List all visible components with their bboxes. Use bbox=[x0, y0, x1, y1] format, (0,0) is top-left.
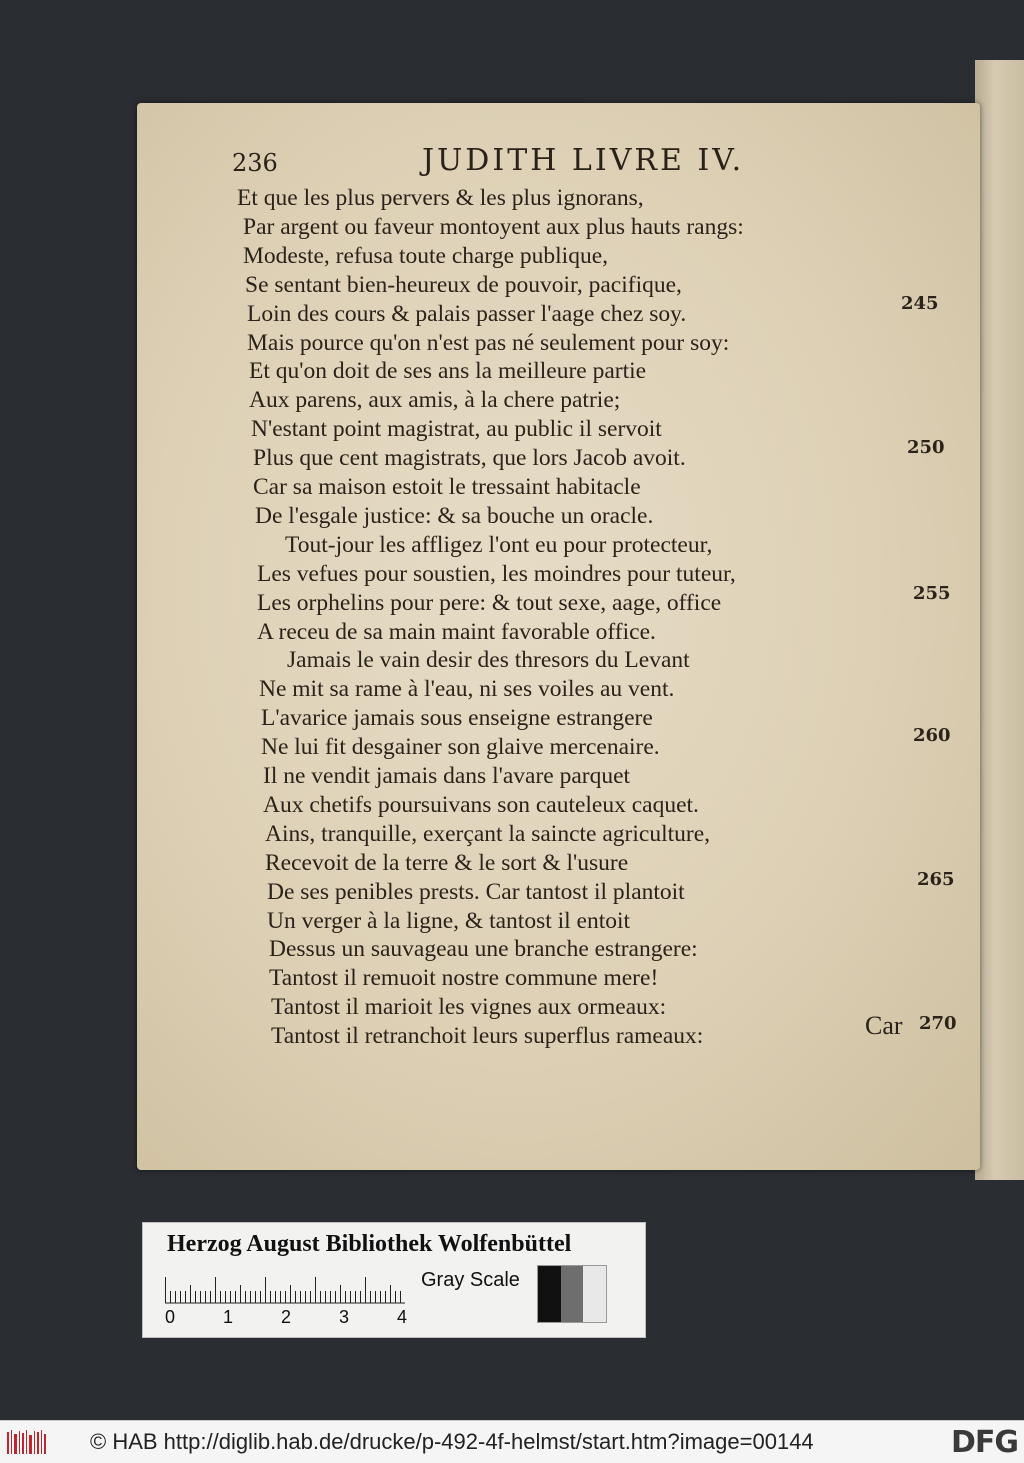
poem-line: Ains, tranquille, exerçant la saincte agriculture, bbox=[265, 820, 711, 847]
poem-line: Tantost il retranchoit leurs superflus rameaux: bbox=[271, 1023, 704, 1050]
page-header bbox=[232, 143, 932, 183]
poem-line: Jamais le vain desir des thresors du Levant bbox=[287, 647, 690, 674]
card-title: Herzog August Bibliothek Wolfenbüttel bbox=[167, 1231, 572, 1257]
color-calibration-card bbox=[142, 1222, 646, 1338]
line-number: 250 bbox=[907, 437, 945, 458]
viewer-footer bbox=[0, 1420, 1024, 1463]
poem-line: Aux parens, aux amis, à la chere patrie; bbox=[249, 387, 621, 414]
ruler-label: 0 bbox=[165, 1307, 176, 1327]
catchword: Car bbox=[865, 1011, 903, 1040]
copyright-url[interactable]: © HAB http://diglib.hab.de/drucke/p-492-4f-helmst/start.htm?image=00144 bbox=[90, 1429, 814, 1454]
ruler-label: 4 bbox=[397, 1307, 408, 1327]
book-page bbox=[137, 103, 980, 1170]
poem-line: Dessus un sauvageau une branche estrangere: bbox=[269, 936, 698, 963]
running-head: JUDITH LIVRE IV. bbox=[422, 143, 745, 178]
poem-line: N'estant point magistrat, au public il servoit bbox=[251, 416, 662, 443]
line-number: 255 bbox=[913, 583, 951, 604]
poem-line: Plus que cent magistrats, que lors Jacob avoit. bbox=[253, 445, 686, 472]
poem-line: Ne mit sa rame à l'eau, ni ses voiles au vent. bbox=[259, 676, 675, 703]
line-number: 245 bbox=[901, 293, 939, 314]
poem-line: Ne lui fit desgainer son glaive mercenaire. bbox=[261, 734, 660, 761]
poem-line: Tantost il remuoit nostre commune mere! bbox=[269, 965, 659, 992]
poem-line: Les vefues pour soustien, les moindres pour tuteur, bbox=[257, 560, 736, 587]
poem-line: Tantost il marioit les vignes aux ormeaux: bbox=[271, 994, 667, 1021]
barcode-icon bbox=[6, 1428, 48, 1456]
poem-line: Par argent ou faveur montoyent aux plus hauts rangs: bbox=[243, 213, 744, 240]
line-number: 260 bbox=[913, 725, 951, 746]
ruler-scale bbox=[165, 1269, 405, 1305]
poem-line: L'avarice jamais sous enseigne estrangere bbox=[261, 705, 653, 732]
poem-line: Il ne vendit jamais dans l'avare parquet bbox=[263, 763, 631, 789]
poem-line: Les orphelins pour pere: & tout sexe, aage, office bbox=[257, 589, 722, 616]
poem-line: Aux chetifs poursuivans son cauteleux caquet. bbox=[263, 791, 699, 818]
gray-swatches bbox=[537, 1265, 607, 1323]
line-number: 270 bbox=[919, 1013, 957, 1034]
gray-scale-label: Gray Scale bbox=[421, 1269, 520, 1291]
gray-swatch-mid bbox=[561, 1266, 584, 1322]
ruler-label: 2 bbox=[281, 1307, 292, 1327]
poem-line: De l'esgale justice: & sa bouche un oracle. bbox=[255, 502, 654, 529]
poem-line: Et que les plus pervers & les plus ignorans, bbox=[237, 185, 644, 211]
poem-line: Mais pource qu'on n'est pas né seulement pour soy: bbox=[247, 329, 730, 356]
adjacent-page-edge bbox=[975, 60, 1024, 1180]
poem-line: De ses penibles prests. Car tantost il plantoit bbox=[267, 878, 685, 905]
poem-line: Loin des cours & palais passer l'aage chez soy. bbox=[247, 300, 687, 327]
gray-swatch-dark bbox=[538, 1266, 561, 1322]
poem-line: Car sa maison estoit le tressaint habitacle bbox=[253, 474, 641, 500]
dfg-logo: DFG bbox=[950, 1425, 1018, 1460]
poem-line: Recevoit de la terre & le sort & l'usure bbox=[265, 849, 629, 876]
poem-line: Modeste, refusa toute charge publique, bbox=[243, 242, 609, 269]
page-number: 236 bbox=[232, 149, 278, 177]
poem-line: Un verger à la ligne, & tantost il entoit bbox=[267, 907, 631, 934]
poem-line: Tout-jour les affligez l'ont eu pour protecteur, bbox=[285, 531, 713, 558]
line-number: 265 bbox=[917, 869, 955, 890]
poem-line: Et qu'on doit de ses ans la meilleure partie bbox=[249, 358, 647, 385]
poem-line: Se sentant bien-heureux de pouvoir, pacifique, bbox=[245, 271, 682, 298]
poem-line: A receu de sa main maint favorable office. bbox=[257, 618, 656, 645]
ruler-label: 3 bbox=[339, 1307, 350, 1327]
gray-swatch-light bbox=[583, 1266, 606, 1322]
ruler-label: 1 bbox=[223, 1307, 234, 1327]
